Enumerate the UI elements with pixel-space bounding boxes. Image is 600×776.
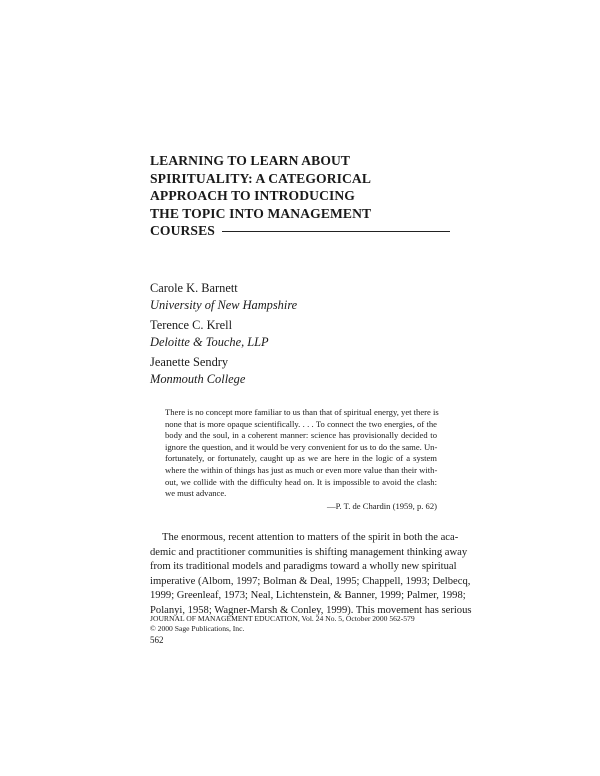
author-entry <box>150 280 450 313</box>
epigraph-line: ignore the question, and it would be very convenient for us to do the same. Un- <box>165 441 438 452</box>
epigraph-line: we must advance. <box>165 488 227 499</box>
title-line: APPROACH TO INTRODUCING <box>150 188 355 203</box>
title-rule <box>222 231 450 232</box>
epigraph-line: out, we collide with the difficulty head on. It is impossible to avoid the clash: <box>165 476 437 487</box>
epigraph-line: There is no concept more familiar to us than that of spiritual energy, yet there is <box>165 407 439 417</box>
author-entry <box>150 317 450 350</box>
author-list <box>150 280 450 391</box>
author-entry <box>150 354 450 387</box>
author-name: Jeanette Sendry <box>150 355 229 369</box>
body-line: demic and practitioner communities is shifting management thinking away <box>150 546 468 558</box>
body-paragraph <box>150 531 472 619</box>
page-footer <box>150 614 450 646</box>
epigraph-quote <box>165 407 437 512</box>
title-line: SPIRITUALITY: A CATEGORICAL <box>150 170 372 186</box>
article-title <box>150 152 450 240</box>
body-line: Polanyi, 1958; Wagner-Marsh & Conley, 1999). This movement has serious <box>150 604 472 616</box>
epigraph-attribution: —P. T. de Chardin (1959, p. 62) <box>327 500 437 511</box>
title-line: THE TOPIC INTO MANAGEMENT <box>150 205 372 221</box>
body-line: from its traditional models and paradigms toward a wholly new spiritual <box>150 561 457 573</box>
author-name: Carole K. Barnett <box>150 281 238 295</box>
page-number: 562 <box>150 635 164 646</box>
body-line: 1999; Greenleaf, 1973; Neal, Lichtenstein, & Banner, 1999; Palmer, 1998; <box>150 590 466 602</box>
body-line: The enormous, recent attention to matters of the spirit in both the aca- <box>162 532 459 543</box>
author-affiliation: Deloitte & Touche, LLP <box>150 334 269 349</box>
author-affiliation: Monmouth College <box>150 371 246 386</box>
epigraph-line: body and the soul, in a coherent manner: science has provisionally decided to <box>165 430 437 441</box>
title-last-line <box>150 222 450 240</box>
epigraph-line: none that is more opaque scientifically. . . . To connect the two energies, of the <box>165 418 437 429</box>
body-line: imperative (Albom, 1997; Bolman & Deal, 1995; Chappell, 1993; Delbecq, <box>150 575 471 587</box>
copyright-notice: © 2000 Sage Publications, Inc. <box>150 624 245 634</box>
author-name: Terence C. Krell <box>150 318 233 332</box>
title-line: COURSES <box>150 223 215 238</box>
epigraph-line: where the within of things has just as much or even more value than their with- <box>165 464 438 475</box>
author-affiliation: University of New Hampshire <box>150 297 298 312</box>
journal-citation: JOURNAL OF MANAGEMENT EDUCATION, Vol. 24 No. 5, October 2000 562-579 <box>150 614 415 623</box>
title-line: LEARNING TO LEARN ABOUT <box>150 153 351 168</box>
epigraph-line: fortunately, or fortunately, caught up as we are here in the logic of a system <box>165 453 437 464</box>
